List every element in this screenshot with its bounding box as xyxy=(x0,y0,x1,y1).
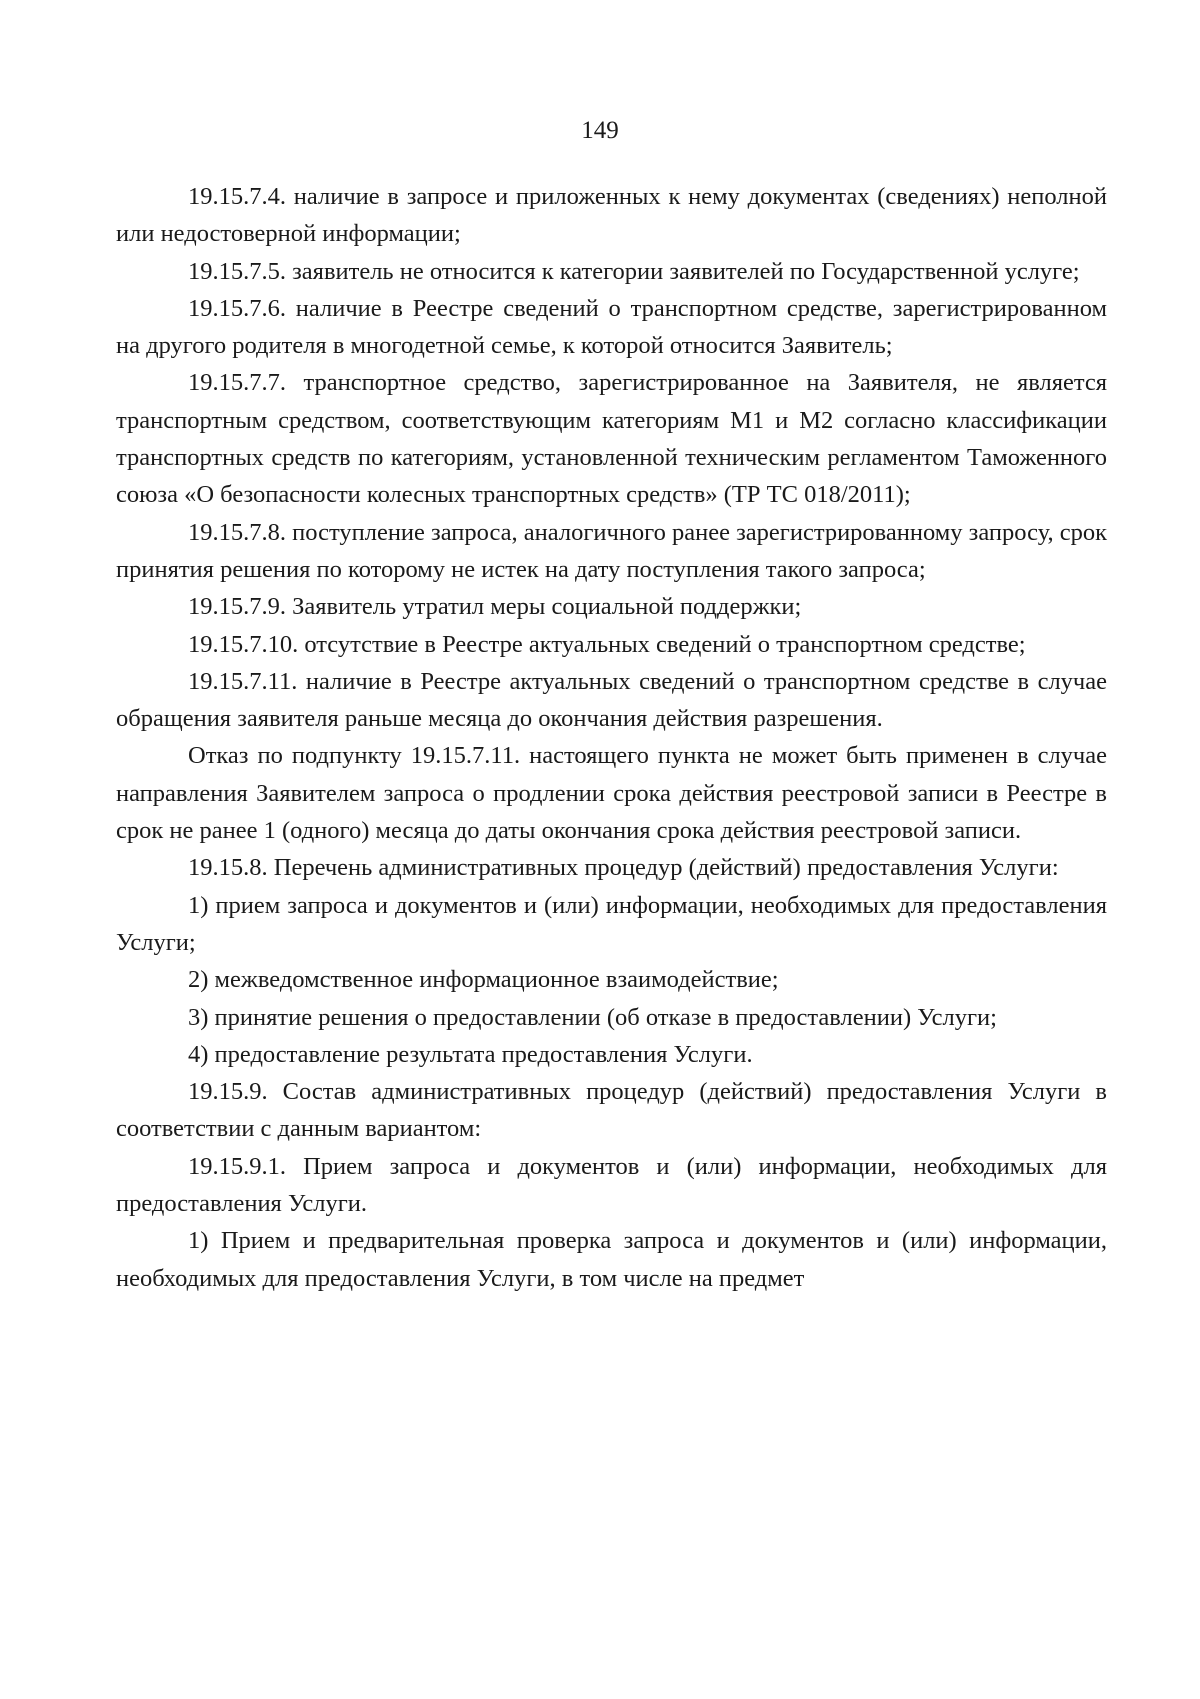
paragraph-19-15-7-8: 19.15.7.8. поступление запроса, аналогичного ранее зарегистрированному запросу, срок принятия решения по которому не истек на дату поступления такого запроса; xyxy=(116,518,1108,583)
paragraph-19-15-7-4: 19.15.7.4. наличие в запросе и приложенных к нему документах (сведениях) неполной или недостоверной информации; xyxy=(116,183,1107,248)
paragraph-19-15-7-5: 19.15.7.5. заявитель не относится к категории заявителей по Государственной услуге; xyxy=(188,257,1080,285)
paragraph-19-15-7-10: 19.15.7.10. отсутствие в Реестре актуальных сведений о транспортном средстве; xyxy=(188,630,1026,658)
document-body xyxy=(116,178,1107,1297)
list-item-3: 3) принятие решения о предоставлении (об отказе в предоставлении) Услуги; xyxy=(188,1003,997,1031)
paragraph-19-15-8: 19.15.8. Перечень административных процедур (действий) предоставления Услуги: xyxy=(188,854,1059,882)
paragraph-19-15-7-11: 19.15.7.11. наличие в Реестре актуальных сведений о транспортном средстве в случае обращения заявителя раньше месяца до окончания действия разрешения. xyxy=(116,667,1107,733)
paragraph-19-15-7-7: 19.15.7.7. транспортное средство, зарегистрированное на Заявителя, не является транспортным средством, соответствующим категориям M1 и M2 согласно классификации транспортных средств по категориям, установленной техническим регламентом Таможенного союза «О безопасности колесных транспортных средств» (ТР ТС 018/2011); xyxy=(116,369,1107,509)
list-item-1: 1) прием запроса и документов и (или) информации, необходимых для предоставления Услуги; xyxy=(116,891,1107,956)
paragraph-19-15-7-9: 19.15.7.9. Заявитель утратил меры социальной поддержки; xyxy=(188,593,802,621)
paragraph-19-15-7-6: 19.15.7.6. наличие в Реестре сведений о транспортном средстве, зарегистрированном на другого родителя в многодетной семье, к которой относится Заявитель; xyxy=(116,294,1107,360)
list-item-2: 2) межведомственное информационное взаимодействие; xyxy=(188,966,779,994)
paragraph-19-15-9: 19.15.9. Состав административных процедур (действий) предоставления Услуги в соответствии с данным вариантом: xyxy=(116,1078,1107,1143)
paragraph-procedure-1: 1) Прием и предварительная проверка запроса и документов и (или) информации, необходимых для предоставления Услуги, в том числе на предмет xyxy=(116,1227,1107,1292)
paragraph-19-15-9-1: 19.15.9.1. Прием запроса и документов и (или) информации, необходимых для предоставления Услуги. xyxy=(116,1152,1107,1218)
list-item-4: 4) предоставление результата предоставления Услуги. xyxy=(188,1040,753,1068)
page-number: 149 xyxy=(581,117,619,144)
paragraph-refusal-note: Отказ по подпункту 19.15.7.11. настоящего пункта не может быть применен в случае направления Заявителем запроса о продлении срока действия реестровой записи в Реестре в срок не ранее 1 (одного) месяца до даты окончания срока действия реестровой записи. xyxy=(116,742,1107,845)
